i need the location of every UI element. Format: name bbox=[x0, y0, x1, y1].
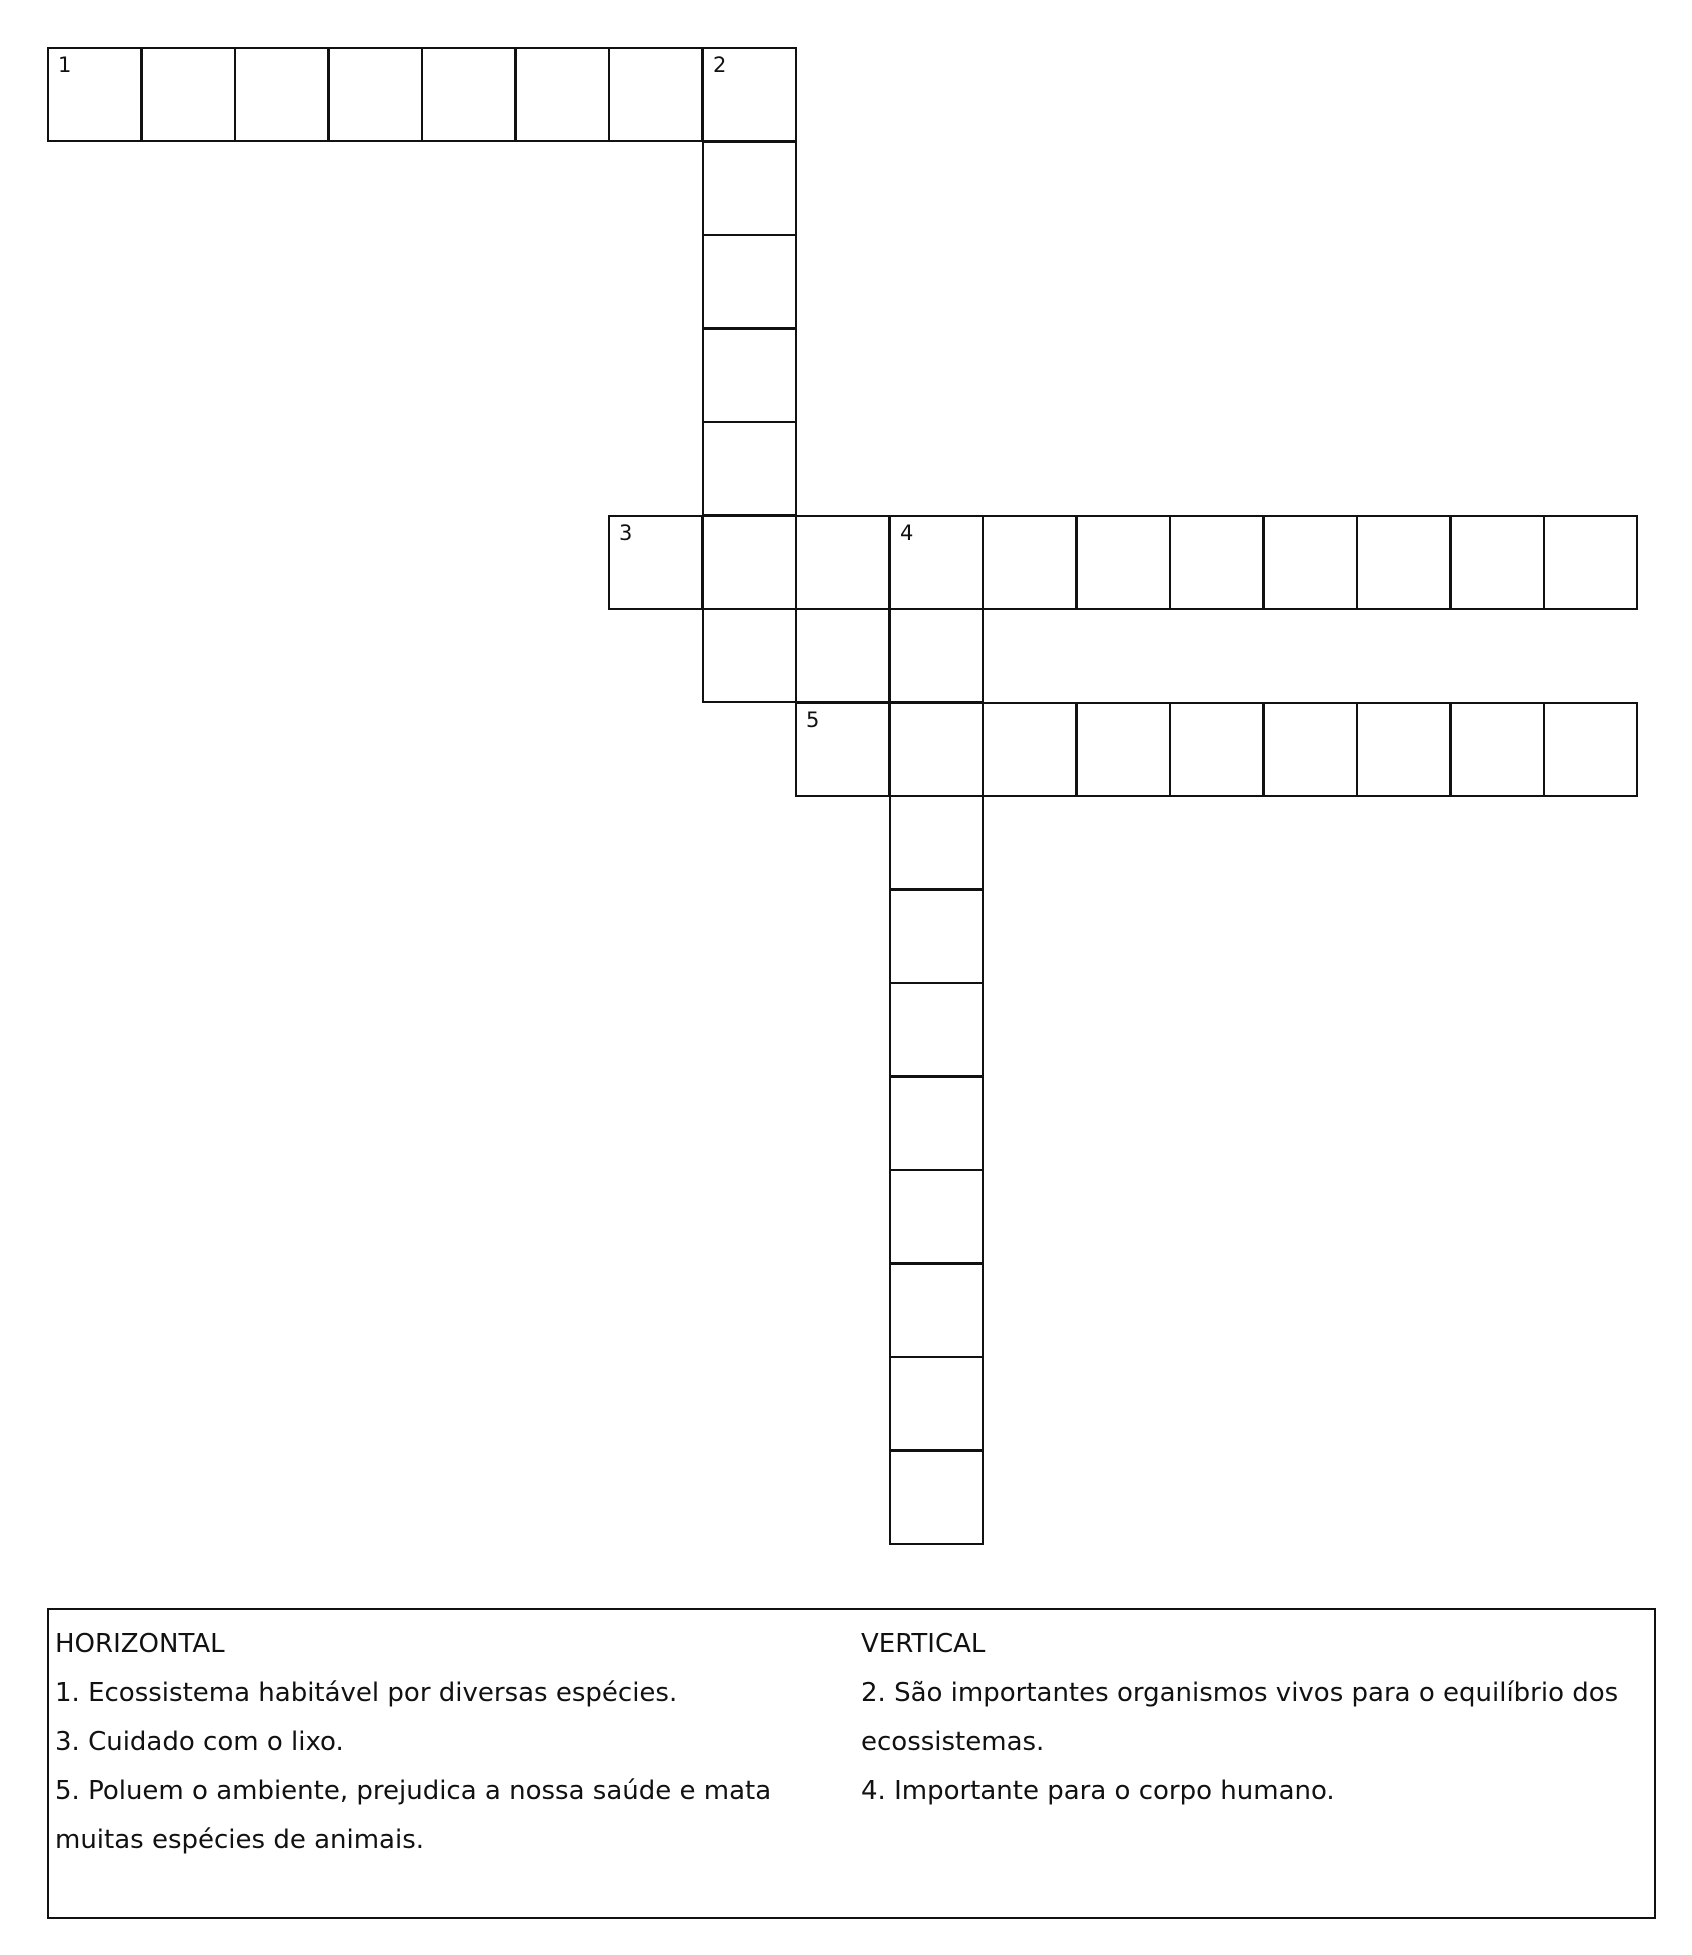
crossword-cell[interactable] bbox=[889, 889, 984, 984]
clues-box bbox=[47, 1608, 1656, 1919]
crossword-cell[interactable] bbox=[1169, 515, 1264, 610]
crossword-cell[interactable] bbox=[982, 515, 1077, 610]
crossword-cell[interactable] bbox=[47, 47, 142, 142]
crossword-cell[interactable] bbox=[889, 1450, 984, 1545]
clue-number: 3 bbox=[619, 521, 633, 545]
clue-number: 4 bbox=[900, 521, 914, 545]
crossword-cell[interactable] bbox=[795, 608, 890, 703]
crossword-cell[interactable] bbox=[608, 47, 703, 142]
crossword-cell[interactable] bbox=[795, 515, 890, 610]
vertical-clues bbox=[861, 1620, 1651, 1816]
crossword-cell[interactable] bbox=[328, 47, 423, 142]
crossword-cell[interactable] bbox=[234, 47, 329, 142]
clue-number: 2 bbox=[713, 53, 727, 77]
crossword-cell[interactable] bbox=[889, 1263, 984, 1358]
crossword-cell[interactable] bbox=[1076, 702, 1171, 797]
crossword-cell[interactable] bbox=[889, 515, 984, 610]
vertical-heading: VERTICAL bbox=[861, 1629, 986, 1659]
crossword-cell[interactable] bbox=[702, 47, 797, 142]
crossword-cell[interactable] bbox=[1356, 515, 1451, 610]
clue-3-across: 3. Cuidado com o lixo. bbox=[55, 1727, 344, 1757]
clue-4-down: 4. Importante para o corpo humano. bbox=[861, 1776, 1335, 1806]
crossword-cell[interactable] bbox=[889, 702, 984, 797]
crossword-cell[interactable] bbox=[889, 982, 984, 1077]
crossword-cell[interactable] bbox=[1263, 515, 1358, 610]
crossword-cell[interactable] bbox=[702, 141, 797, 236]
crossword-cell[interactable] bbox=[421, 47, 516, 142]
crossword-cell[interactable] bbox=[1169, 702, 1264, 797]
clue-5-across: 5. Poluem o ambiente, prejudica a nossa saúde e mata muitas espécies de animais. bbox=[55, 1776, 772, 1855]
crossword-cell[interactable] bbox=[702, 328, 797, 423]
horizontal-heading: HORIZONTAL bbox=[55, 1629, 225, 1659]
crossword-cell[interactable] bbox=[889, 608, 984, 703]
crossword-cell[interactable] bbox=[702, 421, 797, 516]
crossword-cell[interactable] bbox=[889, 1076, 984, 1171]
crossword-cell[interactable] bbox=[1450, 702, 1545, 797]
crossword-cell[interactable] bbox=[702, 515, 797, 610]
crossword-cell[interactable] bbox=[889, 795, 984, 890]
crossword-cell[interactable] bbox=[141, 47, 236, 142]
crossword-cell[interactable] bbox=[889, 1356, 984, 1451]
crossword-cell[interactable] bbox=[1356, 702, 1451, 797]
crossword-cell[interactable] bbox=[1450, 515, 1545, 610]
crossword-cell[interactable] bbox=[608, 515, 703, 610]
crossword-cell[interactable] bbox=[702, 234, 797, 329]
crossword-cell[interactable] bbox=[1263, 702, 1358, 797]
crossword-cell[interactable] bbox=[515, 47, 610, 142]
clue-1-across: 1. Ecossistema habitável por diversas espécies. bbox=[55, 1678, 678, 1708]
clue-number: 5 bbox=[806, 708, 820, 732]
crossword-cell[interactable] bbox=[889, 1169, 984, 1264]
clue-number: 1 bbox=[58, 53, 72, 77]
crossword-cell[interactable] bbox=[1076, 515, 1171, 610]
clue-2-down: 2. São importantes organismos vivos para o equilíbrio dos ecossistemas. bbox=[861, 1678, 1619, 1757]
crossword-cell[interactable] bbox=[982, 702, 1077, 797]
crossword-cell[interactable] bbox=[1543, 702, 1638, 797]
crossword-cell[interactable] bbox=[1543, 515, 1638, 610]
horizontal-clues bbox=[55, 1620, 815, 1865]
crossword-cell[interactable] bbox=[795, 702, 890, 797]
crossword-cell[interactable] bbox=[702, 608, 797, 703]
